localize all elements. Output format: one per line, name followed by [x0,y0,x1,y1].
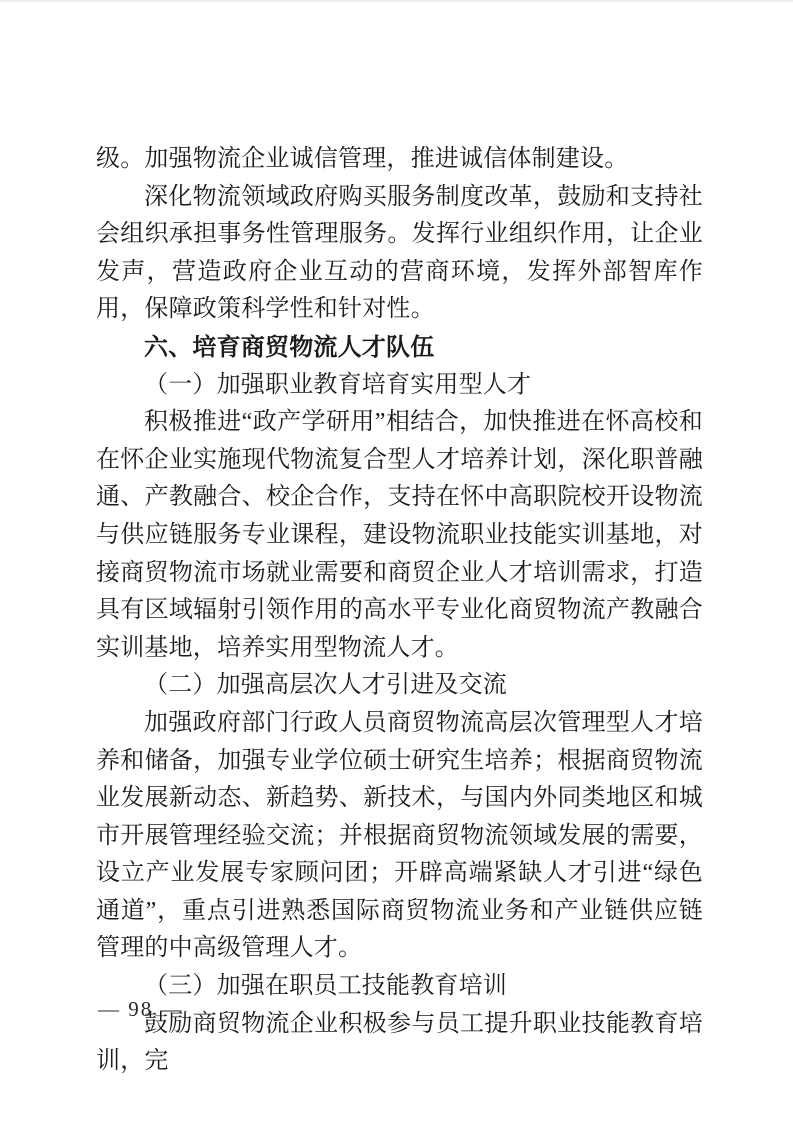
paragraph-service-reform: 深化物流领域政府购买服务制度改革，鼓励和支持社会组织承担事务性管理服务。发挥行业组织作用，让企业发声，营造政府企业互动的营商环境，发挥外部智库作用，保障政策科学性和针对性。 [96,183,703,323]
document-body [96,141,703,1081]
subheading-talent-introduction: （二）加强高层次人才引进及交流 [144,672,507,699]
paragraph-employee-training: 鼓励商贸物流企业积极参与员工提升职业技能教育培训，完 [96,1010,703,1075]
subheading-vocational-education: （一）加强职业教育培育实用型人才 [144,371,532,398]
paragraph-talent-introduction: 加强政府部门行政人员商贸物流高层次管理型人才培养和储备，加强专业学位硕士研究生培养；根据商贸物流业发展新动态、新趋势、新技术，与国内外同类地区和城市开展管理经验交流；并根据商贸物流领域发展的需要，设立产业发展专家顾问团；开辟高端紧缺人才引进“绿色通道”，重点引进熟悉国际商贸物流业务和产业链供应链管理的中高级管理人才。 [96,709,703,962]
paragraph-vocational-education: 积极推进“政产学研用”相结合，加快推进在怀高校和在怀企业实施现代物流复合型人才培养计划，深化职普融通、产教融合、校企合作，支持在怀中高职院校开设物流与供应链服务专业课程，建设物流职业技能实训基地，对接商贸物流市场就业需要和商贸企业人才培训需求，打造具有区域辐射引领作用的高水平专业化商贸物流产教融合实训基地，培养实用型物流人才。 [96,409,703,661]
page-number: — 98 — [98,997,184,1021]
section-heading-talent-team: 六、培育商贸物流人才队伍 [144,333,435,361]
subheading-employee-training: （三）加强在职员工技能教育培训 [144,973,507,1000]
scan-edge-artifact [0,0,793,2]
paragraph-continuation: 级。加强物流企业诚信管理，推进诚信体制建设。 [96,146,629,172]
